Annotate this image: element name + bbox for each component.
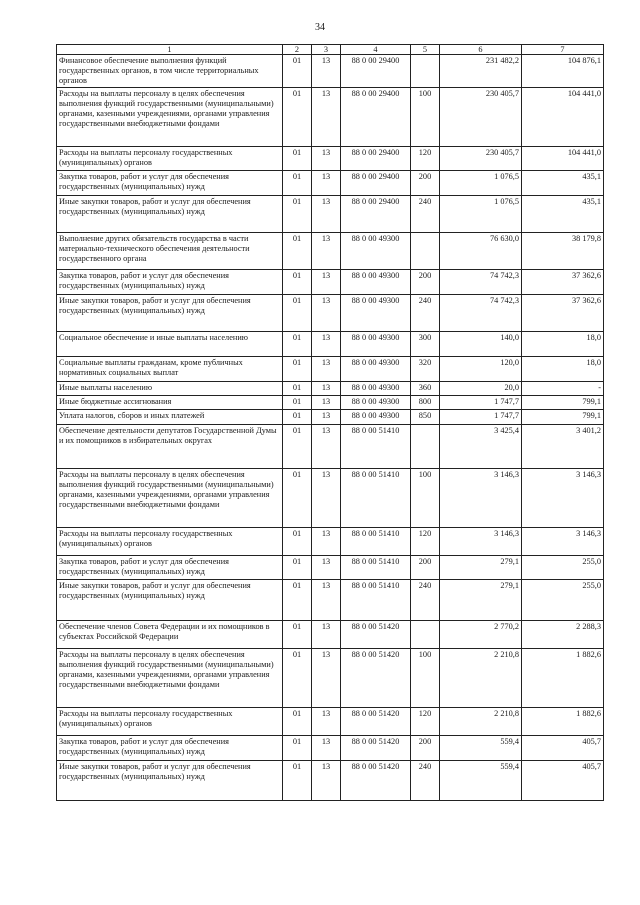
target-article-cell: 88 0 00 51410 — [341, 425, 411, 469]
expense-type-cell: 240 — [411, 580, 440, 621]
amount-col7-cell: 2 288,3 — [522, 621, 604, 649]
expense-name-cell: Иные бюджетные ассигнования — [57, 396, 283, 410]
subsection-code-cell: 13 — [312, 270, 341, 295]
table-row — [57, 736, 604, 761]
expense-type-cell: 120 — [411, 708, 440, 736]
amount-col6-cell: 1 076,5 — [440, 171, 522, 196]
amount-col6-cell: 230 405,7 — [440, 147, 522, 171]
amount-col7-cell: 405,7 — [522, 761, 604, 801]
expense-name-cell: Закупка товаров, работ и услуг для обеспечения государственных (муниципальных) нужд — [57, 270, 283, 295]
expense-type-cell: 200 — [411, 556, 440, 580]
expense-type-cell: 360 — [411, 382, 440, 396]
section-code-cell: 01 — [283, 708, 312, 736]
table-row — [57, 332, 604, 357]
amount-col7-cell: 799,1 — [522, 410, 604, 425]
expense-name-cell: Иные закупки товаров, работ и услуг для обеспечения государственных (муниципальных) нужд — [57, 196, 283, 233]
table-row — [57, 649, 604, 708]
expense-type-cell: 200 — [411, 171, 440, 196]
target-article-cell: 88 0 00 51420 — [341, 621, 411, 649]
table-row — [57, 270, 604, 295]
amount-col6-cell: 3 425,4 — [440, 425, 522, 469]
target-article-cell: 88 0 00 51420 — [341, 736, 411, 761]
expense-name-cell: Закупка товаров, работ и услуг для обеспечения государственных (муниципальных) нужд — [57, 736, 283, 761]
expense-type-cell: 320 — [411, 357, 440, 382]
column-header: 1 — [57, 45, 283, 55]
amount-col7-cell: 38 179,8 — [522, 233, 604, 270]
section-code-cell: 01 — [283, 556, 312, 580]
expense-type-cell — [411, 55, 440, 88]
expense-name-cell: Обеспечение членов Совета Федерации и их помощников в субъектах Российской Федерации — [57, 621, 283, 649]
table-row — [57, 233, 604, 270]
section-code-cell: 01 — [283, 357, 312, 382]
subsection-code-cell: 13 — [312, 196, 341, 233]
expense-type-cell — [411, 233, 440, 270]
amount-col6-cell: 1 747,7 — [440, 396, 522, 410]
amount-col6-cell: 1 076,5 — [440, 196, 522, 233]
section-code-cell: 01 — [283, 528, 312, 556]
subsection-code-cell: 13 — [312, 396, 341, 410]
amount-col6-cell: 3 146,3 — [440, 528, 522, 556]
expense-name-cell: Расходы на выплаты персоналу государственных (муниципальных) органов — [57, 708, 283, 736]
amount-col6-cell: 3 146,3 — [440, 469, 522, 528]
subsection-code-cell: 13 — [312, 528, 341, 556]
expense-type-cell: 240 — [411, 761, 440, 801]
expense-type-cell: 100 — [411, 469, 440, 528]
expense-name-cell: Уплата налогов, сборов и иных платежей — [57, 410, 283, 425]
subsection-code-cell: 13 — [312, 580, 341, 621]
subsection-code-cell: 13 — [312, 171, 341, 196]
column-header: 5 — [411, 45, 440, 55]
amount-col6-cell: 559,4 — [440, 736, 522, 761]
amount-col7-cell: 405,7 — [522, 736, 604, 761]
section-code-cell: 01 — [283, 233, 312, 270]
target-article-cell: 88 0 00 51420 — [341, 708, 411, 736]
column-header: 4 — [341, 45, 411, 55]
expense-name-cell: Закупка товаров, работ и услуг для обеспечения государственных (муниципальных) нужд — [57, 556, 283, 580]
expense-name-cell: Расходы на выплаты персоналу в целях обеспечения выполнения функций государственными (муниципальными) органами, казенными учреждениями, органами управления государственными внебюджетными фондами — [57, 88, 283, 147]
expense-name-cell: Расходы на выплаты персоналу государственных (муниципальных) органов — [57, 147, 283, 171]
amount-col6-cell: 2 770,2 — [440, 621, 522, 649]
table-row — [57, 580, 604, 621]
expense-name-cell: Закупка товаров, работ и услуг для обеспечения государственных (муниципальных) нужд — [57, 171, 283, 196]
expense-type-cell: 240 — [411, 196, 440, 233]
column-header: 3 — [312, 45, 341, 55]
expense-type-cell: 120 — [411, 528, 440, 556]
section-code-cell: 01 — [283, 270, 312, 295]
target-article-cell: 88 0 00 49300 — [341, 295, 411, 332]
column-header: 6 — [440, 45, 522, 55]
amount-col6-cell: 74 742,3 — [440, 295, 522, 332]
subsection-code-cell: 13 — [312, 761, 341, 801]
table-row — [57, 382, 604, 396]
table-row — [57, 171, 604, 196]
target-article-cell: 88 0 00 49300 — [341, 332, 411, 357]
amount-col7-cell: 104 876,1 — [522, 55, 604, 88]
subsection-code-cell: 13 — [312, 736, 341, 761]
amount-col7-cell: 3 401,2 — [522, 425, 604, 469]
expense-name-cell: Финансовое обеспечение выполнения функций государственных органов, в том числе территориальных органов — [57, 55, 283, 88]
table-row — [57, 469, 604, 528]
amount-col7-cell: 104 441,0 — [522, 147, 604, 171]
table-row — [57, 55, 604, 88]
expense-name-cell: Социальные выплаты гражданам, кроме публичных нормативных социальных выплат — [57, 357, 283, 382]
section-code-cell: 01 — [283, 196, 312, 233]
target-article-cell: 88 0 00 29400 — [341, 88, 411, 147]
expense-name-cell: Социальное обеспечение и иные выплаты населению — [57, 332, 283, 357]
table-row — [57, 761, 604, 801]
subsection-code-cell: 13 — [312, 410, 341, 425]
target-article-cell: 88 0 00 49300 — [341, 233, 411, 270]
amount-col7-cell: 3 146,3 — [522, 469, 604, 528]
amount-col6-cell: 20,0 — [440, 382, 522, 396]
amount-col7-cell: 18,0 — [522, 357, 604, 382]
section-code-cell: 01 — [283, 621, 312, 649]
expense-type-cell: 850 — [411, 410, 440, 425]
expense-name-cell: Иные закупки товаров, работ и услуг для обеспечения государственных (муниципальных) нужд — [57, 580, 283, 621]
target-article-cell: 88 0 00 49300 — [341, 396, 411, 410]
amount-col6-cell: 120,0 — [440, 357, 522, 382]
expense-type-cell — [411, 425, 440, 469]
section-code-cell: 01 — [283, 55, 312, 88]
table-row — [57, 295, 604, 332]
section-code-cell: 01 — [283, 736, 312, 761]
section-code-cell: 01 — [283, 396, 312, 410]
budget-table — [56, 44, 604, 801]
table-row — [57, 410, 604, 425]
expense-name-cell: Расходы на выплаты персоналу в целях обеспечения выполнения функций государственными (муниципальными) органами, казенными учреждениями, органами управления государственными внебюджетными фондами — [57, 649, 283, 708]
subsection-code-cell: 13 — [312, 708, 341, 736]
target-article-cell: 88 0 00 51420 — [341, 761, 411, 801]
table-body — [57, 55, 604, 801]
amount-col6-cell: 2 210,8 — [440, 649, 522, 708]
section-code-cell: 01 — [283, 761, 312, 801]
target-article-cell: 88 0 00 49300 — [341, 270, 411, 295]
expense-type-cell: 240 — [411, 295, 440, 332]
subsection-code-cell: 13 — [312, 233, 341, 270]
amount-col7-cell: 3 146,3 — [522, 528, 604, 556]
expense-name-cell: Иные выплаты населению — [57, 382, 283, 396]
subsection-code-cell: 13 — [312, 357, 341, 382]
expense-type-cell: 100 — [411, 649, 440, 708]
expense-type-cell — [411, 621, 440, 649]
expense-name-cell: Иные закупки товаров, работ и услуг для обеспечения государственных (муниципальных) нужд — [57, 761, 283, 801]
amount-col6-cell: 2 210,8 — [440, 708, 522, 736]
target-article-cell: 88 0 00 51410 — [341, 469, 411, 528]
amount-col7-cell: 255,0 — [522, 556, 604, 580]
expense-name-cell: Обеспечение деятельности депутатов Государственной Думы и их помощников в избирательных округах — [57, 425, 283, 469]
expense-name-cell: Выполнение других обязательств государства в части материально-технического обеспечения деятельности государственного органа — [57, 233, 283, 270]
target-article-cell: 88 0 00 51410 — [341, 556, 411, 580]
column-header: 2 — [283, 45, 312, 55]
section-code-cell: 01 — [283, 410, 312, 425]
amount-col6-cell: 76 630,0 — [440, 233, 522, 270]
section-code-cell: 01 — [283, 425, 312, 469]
amount-col7-cell: 255,0 — [522, 580, 604, 621]
expense-type-cell: 800 — [411, 396, 440, 410]
table-row — [57, 425, 604, 469]
section-code-cell: 01 — [283, 649, 312, 708]
table-row — [57, 147, 604, 171]
expense-type-cell: 100 — [411, 88, 440, 147]
table-row — [57, 396, 604, 410]
table-row — [57, 708, 604, 736]
section-code-cell: 01 — [283, 88, 312, 147]
expense-type-cell: 200 — [411, 270, 440, 295]
section-code-cell: 01 — [283, 295, 312, 332]
amount-col7-cell: 799,1 — [522, 396, 604, 410]
amount-col6-cell: 279,1 — [440, 580, 522, 621]
amount-col7-cell: 37 362,6 — [522, 295, 604, 332]
amount-col7-cell: 435,1 — [522, 196, 604, 233]
table-row — [57, 196, 604, 233]
amount-col7-cell: 1 882,6 — [522, 649, 604, 708]
amount-col7-cell: 18,0 — [522, 332, 604, 357]
subsection-code-cell: 13 — [312, 88, 341, 147]
target-article-cell: 88 0 00 29400 — [341, 55, 411, 88]
subsection-code-cell: 13 — [312, 556, 341, 580]
subsection-code-cell: 13 — [312, 621, 341, 649]
amount-col7-cell: 1 882,6 — [522, 708, 604, 736]
target-article-cell: 88 0 00 29400 — [341, 171, 411, 196]
table-row — [57, 88, 604, 147]
amount-col7-cell: 435,1 — [522, 171, 604, 196]
amount-col6-cell: 279,1 — [440, 556, 522, 580]
amount-col7-cell: 104 441,0 — [522, 88, 604, 147]
amount-col7-cell: - — [522, 382, 604, 396]
expense-name-cell: Расходы на выплаты персоналу государственных (муниципальных) органов — [57, 528, 283, 556]
amount-col7-cell: 37 362,6 — [522, 270, 604, 295]
header-row — [57, 45, 604, 55]
target-article-cell: 88 0 00 49300 — [341, 382, 411, 396]
expense-name-cell: Расходы на выплаты персоналу в целях обеспечения выполнения функций государственными (муниципальными) органами, казенными учреждениями, органами управления государственными внебюджетными фондами — [57, 469, 283, 528]
section-code-cell: 01 — [283, 469, 312, 528]
target-article-cell: 88 0 00 49300 — [341, 357, 411, 382]
table-row — [57, 357, 604, 382]
subsection-code-cell: 13 — [312, 295, 341, 332]
expense-type-cell: 200 — [411, 736, 440, 761]
expense-type-cell: 300 — [411, 332, 440, 357]
target-article-cell: 88 0 00 29400 — [341, 196, 411, 233]
subsection-code-cell: 13 — [312, 55, 341, 88]
page-number: 34 — [315, 22, 325, 33]
subsection-code-cell: 13 — [312, 649, 341, 708]
section-code-cell: 01 — [283, 147, 312, 171]
amount-col6-cell: 74 742,3 — [440, 270, 522, 295]
expense-type-cell: 120 — [411, 147, 440, 171]
table-row — [57, 556, 604, 580]
target-article-cell: 88 0 00 51410 — [341, 528, 411, 556]
target-article-cell: 88 0 00 29400 — [341, 147, 411, 171]
amount-col6-cell: 140,0 — [440, 332, 522, 357]
section-code-cell: 01 — [283, 332, 312, 357]
subsection-code-cell: 13 — [312, 147, 341, 171]
section-code-cell: 01 — [283, 382, 312, 396]
table-row — [57, 528, 604, 556]
amount-col6-cell: 1 747,7 — [440, 410, 522, 425]
amount-col6-cell: 559,4 — [440, 761, 522, 801]
expense-name-cell: Иные закупки товаров, работ и услуг для обеспечения государственных (муниципальных) нужд — [57, 295, 283, 332]
target-article-cell: 88 0 00 51420 — [341, 649, 411, 708]
target-article-cell: 88 0 00 49300 — [341, 410, 411, 425]
amount-col6-cell: 231 482,2 — [440, 55, 522, 88]
subsection-code-cell: 13 — [312, 332, 341, 357]
target-article-cell: 88 0 00 51410 — [341, 580, 411, 621]
column-header: 7 — [522, 45, 604, 55]
subsection-code-cell: 13 — [312, 382, 341, 396]
table-row — [57, 621, 604, 649]
subsection-code-cell: 13 — [312, 425, 341, 469]
section-code-cell: 01 — [283, 171, 312, 196]
amount-col6-cell: 230 405,7 — [440, 88, 522, 147]
subsection-code-cell: 13 — [312, 469, 341, 528]
section-code-cell: 01 — [283, 580, 312, 621]
